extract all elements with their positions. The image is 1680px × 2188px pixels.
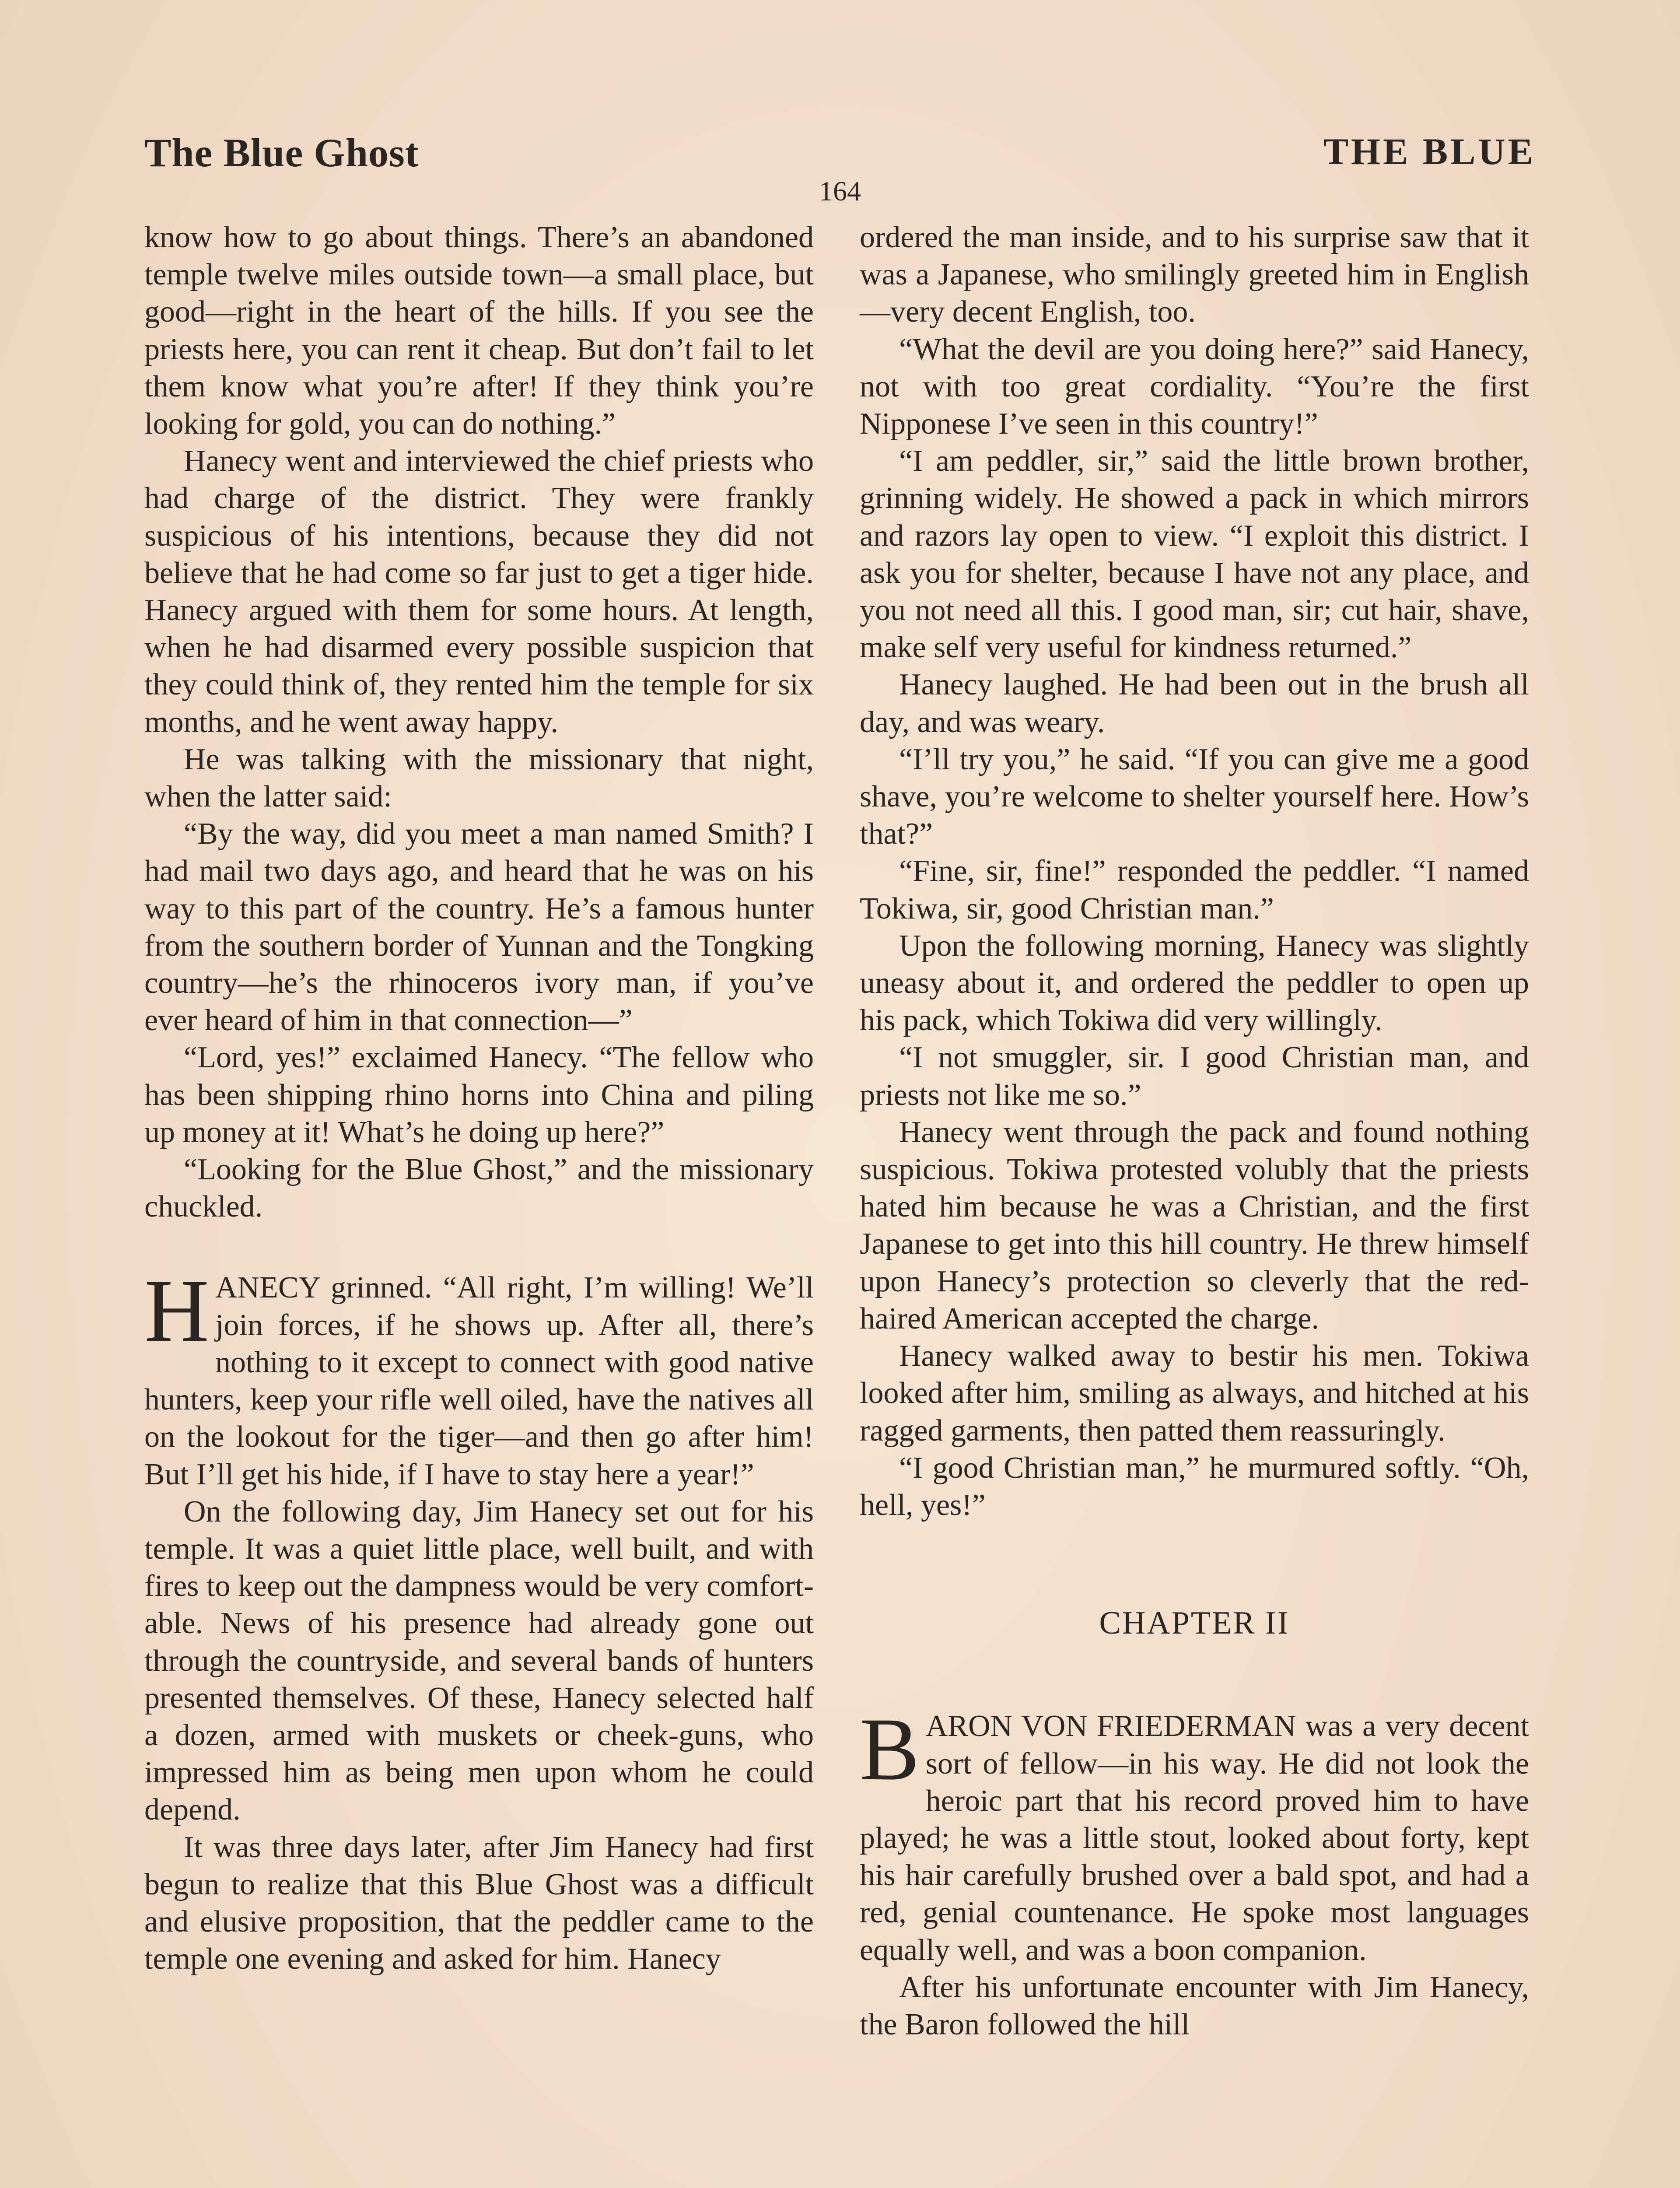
dropcap-paragraph-text: ANECY grinned. “All right, I’m willing! We’ll join forces, if he shows up. After all, there’s nothing to it except to connect with good native hunters, keep your rifle well oiled, have the natives all on the lookout for the tiger—and then go after him! But I’ll get his hide, if I have to stay here a year!” — [144, 1271, 814, 1491]
running-header-title: The Blue Ghost — [144, 130, 419, 175]
paragraph: “I good Christian man,” he murmured softly. “Oh, hell, yes!” — [860, 1451, 1529, 1522]
paragraph: “Looking for the Blue Ghost,” and the missionary chuckled. — [144, 1153, 814, 1224]
dropcap-paragraph — [144, 1261, 814, 1493]
paragraph: “I not smuggler, sir. I good Christian man, and priests not like me so.” — [860, 1041, 1529, 1112]
dropcap-paragraph-text: ARON VON FRIEDERMAN was a very decent sort of fellow—in his way. He did not look the heroic part that his record proved him to have played; he was a little stout, looked about forty, kept his hair carefully brushed over a bald spot, and had a red, genial countenance. He spoke most languages equally well, and was a boon companion. — [860, 1709, 1529, 1967]
paragraph: Hanecy laughed. He had been out in the brush all day, and was weary. — [860, 668, 1529, 739]
paragraph: He was talking with the missionary that night, when the latter said: — [144, 742, 814, 814]
running-header-right: THE BLUE — [1323, 130, 1536, 172]
paragraph: ordered the man inside, and to his surprise saw that it was a Japanese, who smilingly greeted him in English—very decent English, too. — [860, 221, 1529, 329]
paragraph: Hanecy went and interviewed the chief priests who had charge of the district. They were frankly suspicious of his intentions, because they did not believe that he had come so far just to get a tiger hide. Hanecy argued with them for some hours. At length, when he had disarmed every possible suspicion that they could think of, they rented him the temple for six months, and he went away happy. — [144, 444, 814, 739]
paragraph: After his unfortunate encounter with Jim Hanecy, the Baron followed the hill — [860, 1970, 1529, 2041]
drop-cap: H — [144, 1261, 210, 1361]
drop-cap: B — [860, 1700, 920, 1799]
paragraph: On the following day, Jim Hanecy set out for his temple. It was a quiet little place, well built, and with fires to keep out the dampness would be very comfortable. News of his presence had already gone out through the countryside, and several bands of hunters presented themselves. Of these, Hanecy selected half a dozen, armed with muskets or cheek-guns, who impressed him as being men upon whom he could depend. — [144, 1494, 814, 1827]
paragraph: It was three days later, after Jim Hanecy had first begun to realize that this Blue Ghost was a difficult and elusive proposition, that the peddler came to the temple one evening and asked for him. Hanecy — [144, 1830, 814, 1976]
right-column — [860, 219, 1529, 2043]
paragraph: “By the way, did you meet a man named Smith? I had mail two days ago, and heard that he was on his way to this part of the country. He’s a famous hunter from the southern border of Yunnan and the Tongking country—he’s the rhinoceros ivory man, if you’ve ever heard of him in that connection—” — [144, 817, 814, 1038]
paragraph: “I’ll try you,” he said. “If you can give me a good shave, you’re welcome to shelter yourself here. How’s that?” — [860, 742, 1529, 851]
left-column — [144, 219, 814, 1978]
paragraph: “Fine, sir, fine!” responded the peddler. “I named Tokiwa, sir, good Christian man.” — [860, 854, 1529, 926]
paragraph: Hanecy walked away to bestir his men. Tokiwa looked after him, smiling as always, and hitched at his ragged garments, then patted them reassuringly. — [860, 1339, 1529, 1448]
dropcap-paragraph — [860, 1700, 1529, 1968]
page-number: 164 — [819, 175, 861, 207]
paragraph: “I am peddler, sir,” said the little brown brother, grinning widely. He showed a pack in which mirrors and razors lay open to view. “I exploit this district. I ask you for shelter, because I have not any place, and you not need all this. I good man, sir; cut hair, shave, make self very useful for kindness returned.” — [860, 444, 1529, 665]
chapter-heading: CHAPTER II — [1099, 1605, 1290, 1641]
paragraph: “What the devil are you doing here?” said Hanecy, not with too great cordiality. “You’re the first Nipponese I’ve seen in this country!” — [860, 332, 1529, 441]
paragraph: “Lord, yes!” exclaimed Hanecy. “The fellow who has been shipping rhino horns into China and piling up money at it! What’s he doing up here?” — [144, 1041, 814, 1149]
paragraph: know how to go about things. There’s an abandoned temple twelve miles outside town—a small place, but good—right in the heart of the hills. If you see the priests here, you can rent it cheap. But don’t fail to let them know what you’re after! If they think you’re looking for gold, you can do nothing.” — [144, 221, 814, 441]
paragraph: Upon the following morning, Hanecy was slightly uneasy about it, and ordered the peddler to open up his pack, which Tokiwa did very willingly. — [860, 929, 1529, 1038]
paragraph: Hanecy went through the pack and found nothing suspicious. Tokiwa protested volubly that the priests hated him because he was a Christian, and the first Japanese to get into this hill country. He threw himself upon Hanecy’s protection so cleverly that the red-haired American accepted the charge. — [860, 1115, 1529, 1336]
